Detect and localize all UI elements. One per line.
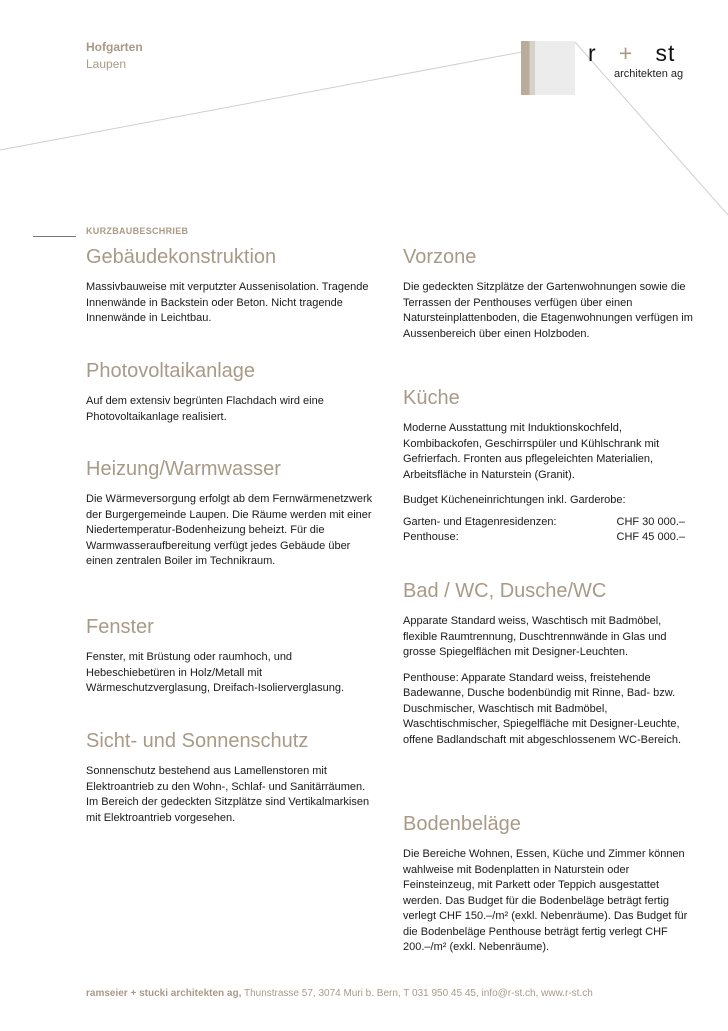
logo-wordmark: r + st: [588, 40, 676, 66]
left-column: [86, 243, 376, 836]
section-text: Massivbauweise mit verputzter Aussenisolation. Tragende Innenwände in Backstein oder Beton. Nicht tragende Innenwände in Leichtbau.: [86, 281, 369, 324]
section-vorzone: [403, 243, 693, 384]
footer: [86, 988, 593, 999]
section-text: Moderne Ausstattung mit Induktionskochfeld, Kombibackofen, Geschirrspüler und Kühlschrank mit Gefrierfach. Fronten aus pflegeleichten Materialien, Arbeitsfläche in Naturstein (Granit).: [403, 422, 660, 481]
decorative-lines: [0, 0, 728, 230]
section-text: Apparate Standard weiss, Waschtisch mit Badmöbel, flexible Raumtrennung, Duschtrennwände in Glas und grosse Spiegelflächen mit Designer-Leuchten.: [403, 615, 667, 658]
section-text: Die gedeckten Sitzplätze der Gartenwohnungen sowie die Terrassen der Penthouses verfügen über einen Natursteinplattenboden, die Etagenwohnungen verfügen im Aussenbereich über einen Holzboden.: [403, 281, 693, 340]
section-heizung: [86, 455, 376, 613]
section-heading: Sicht- und Sonnenschutz: [86, 730, 309, 752]
right-column: [403, 243, 693, 966]
section-heading: Photovoltaikanlage: [86, 360, 256, 382]
logo-mark: [521, 41, 575, 95]
budget-label: Penthouse:: [403, 531, 459, 543]
project-title: Hofgarten: [86, 40, 143, 54]
section-heading: Heizung/Warmwasser: [86, 458, 281, 480]
section-text: Sonnenschutz bestehend aus Lamellenstoren mit Elektroantrieb zu den Wohn-, Schlaf- und Sanitärräumen. Im Bereich der gedeckten Sitzplätze sind Vertikalmarkisen mit Elektroantrieb vorgesehen.: [86, 765, 370, 824]
project-location: Laupen: [86, 57, 127, 71]
section-heading: Küche: [403, 387, 460, 409]
section-heading: Fenster: [86, 616, 154, 638]
section-text: Fenster, mit Brüstung oder raumhoch, und Hebeschiebetüren in Holz/Metall mit Wärmeschutzverglasung, Dreifach-Isolierverglasung.: [86, 651, 344, 694]
section-rule: [33, 236, 76, 237]
section-heading: Bad / WC, Dusche/WC: [403, 580, 607, 602]
section-bad: [403, 577, 693, 810]
budget-label: Garten- und Etagenresidenzen:: [403, 515, 557, 528]
section-fenster: [86, 613, 376, 727]
budget-value: CHF 30 000.–: [616, 515, 685, 528]
section-sonnenschutz: [86, 727, 376, 826]
budget-row: [403, 515, 685, 531]
logo-subtitle: architekten ag: [614, 68, 684, 80]
section-gebaeudekonstruktion: [86, 243, 376, 357]
footer-company: ramseier + stucki architekten ag,: [86, 988, 242, 999]
budget-value: CHF 45 000.–: [616, 531, 685, 543]
section-text: Auf dem extensiv begrünten Flachdach wird eine Photovoltaikanlage realisiert.: [86, 395, 324, 423]
budget-title: Budget Kücheneinrichtungen inkl. Garderobe:: [403, 494, 626, 506]
budget-row: [403, 530, 685, 546]
section-heading: Gebäudekonstruktion: [86, 246, 277, 268]
section-kueche: [403, 384, 693, 577]
section-text: Die Wärmeversorgung erfolgt ab dem Fernwärmenetzwerk der Burgergemeinde Laupen. Die Räume werden mit einer Niedertemperatur-Bodenheizung beheizt. Für die Warmwasseraufbereitung verfügt jedes Gebäude über einen zentralen Boiler im Technikraum.: [86, 493, 373, 567]
section-heading: Bodenbeläge: [403, 813, 521, 835]
section-photovoltaik: [86, 357, 376, 455]
section-heading: Vorzone: [403, 246, 477, 268]
section-bodenbelaege: [403, 810, 693, 956]
section-text: Die Bereiche Wohnen, Essen, Küche und Zimmer können wahlweise mit Bodenplatten in Naturstein oder Feinsteinzeug, mit Parkett oder Teppich ausgestattet werden. Das Budget für die Bodenbeläge beträgt fertig verlegt CHF 150.–/m² (exkl. Nebenräume). Das Budget für die Bodenbeläge Penthouse beträgt fertig verlegt CHF 200.–/m² (exkl. Nebenräume).: [403, 848, 688, 953]
section-text: Penthouse: Apparate Standard weiss, freistehende Badewanne, Dusche bodenbündig mit Rinne, Bad- bzw. Duschmischer, Waschtisch mit Badmöbel, Waschtischmischer, Spiegelfläche mit Designer-Leuchte, offene Badlandschaft mit abgeschlossenem WC-Bereich.: [403, 671, 681, 746]
section-label: KURZBAUBESCHRIEB: [86, 226, 189, 236]
footer-address: Thunstrasse 57, 3074 Muri b. Bern, T 031 950 45 45, info@r-st.ch, www.r-st.ch: [241, 988, 593, 999]
